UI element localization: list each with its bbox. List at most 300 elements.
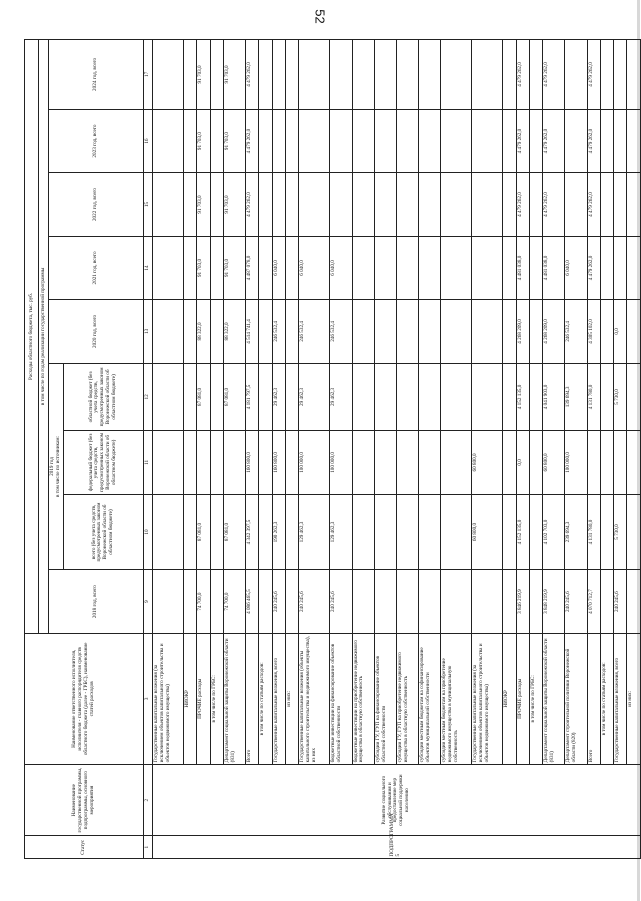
value-cell-v2020 [627, 300, 641, 363]
row-label: Государственные капитальные вложения (объекты капитального строительства и недвижимого имущества), из них [299, 633, 330, 764]
value-cell-v2020: 4 305 102,0 [587, 300, 600, 363]
table-row [396, 40, 418, 859]
value-cell-o2019 [183, 363, 196, 431]
value-cell-v2019 [285, 494, 298, 570]
column-number-row [143, 40, 152, 859]
col-number: 14 [143, 236, 152, 299]
value-cell-v2021 [627, 236, 641, 299]
col-number: 3 [143, 633, 152, 764]
value-cell-v2018 [183, 570, 196, 633]
value-cell-v2019: 60 800,0 [472, 494, 503, 570]
table-row [223, 40, 245, 859]
header-year-2019-title: 2019 год [49, 457, 55, 476]
value-cell-v2023 [503, 109, 516, 172]
value-cell-v2019: 4 102 703,0 [543, 494, 565, 570]
value-cell-v2020: 4 268 209,0 [516, 300, 529, 363]
value-cell-v2023 [259, 109, 272, 172]
table-row [183, 40, 196, 859]
value-cell-v2022 [419, 173, 441, 236]
value-cell-o2019: 87 081,0 [197, 363, 210, 431]
value-cell-v2024 [374, 40, 396, 110]
value-cell-o2019 [374, 363, 396, 431]
row-label: субсидии местным бюджетам на приобретение недвижимого имущества в муниципальную собственность [441, 633, 472, 764]
table-row [627, 40, 641, 859]
status-cell: ПОДПРОГРАММА 5 [152, 836, 640, 859]
value-cell-v2018 [441, 570, 472, 633]
value-cell-o2019: 29 462,3 [330, 363, 352, 431]
table-row [197, 40, 210, 859]
value-cell-v2021 [419, 236, 441, 299]
value-cell-v2021 [285, 236, 298, 299]
value-cell-v2023: 4 479 262,0 [516, 109, 529, 172]
header-program: Наименование государственной программы, подпрограммы, основного мероприятия [25, 764, 144, 836]
value-cell-v2023 [285, 109, 298, 172]
value-cell-f2019 [352, 431, 374, 494]
value-cell-o2019: 29 462,3 [299, 363, 330, 431]
value-cell-v2023 [183, 109, 196, 172]
row-label: Всего [246, 633, 259, 764]
table-row [352, 40, 374, 859]
col-number: 11 [143, 431, 152, 494]
value-cell-v2024: 91 703,0 [197, 40, 210, 110]
value-cell-v2022 [565, 173, 587, 236]
value-cell-v2024 [299, 40, 330, 110]
header-2019-federal: федеральный бюджет (без учета средств, предусмотренных законом Воронежской области об областном бюджете) [63, 431, 143, 494]
value-cell-v2020 [259, 300, 272, 363]
value-cell-v2024 [627, 40, 641, 110]
value-cell-v2021 [152, 236, 183, 299]
value-cell-v2023 [627, 109, 641, 172]
page-number: 52 [312, 8, 328, 24]
table-row [600, 40, 613, 859]
table-header [25, 40, 153, 859]
value-cell-o2019 [352, 363, 374, 431]
value-cell-v2019 [183, 494, 196, 570]
value-cell-o2019: 4 152 135,0 [516, 363, 529, 431]
value-cell-v2022 [503, 173, 516, 236]
value-cell-v2021 [374, 236, 396, 299]
value-cell-v2022 [627, 173, 641, 236]
value-cell-f2019: 160 800,0 [246, 431, 259, 494]
value-cell-v2021 [352, 236, 374, 299]
value-cell-v2021 [183, 236, 196, 299]
value-cell-f2019 [183, 431, 196, 494]
value-cell-v2020: 0,0 [614, 300, 627, 363]
value-cell-v2024 [352, 40, 374, 110]
header-year-2022: 2022 год, всего [49, 173, 144, 236]
table-row [259, 40, 272, 859]
value-cell-v2024 [441, 40, 472, 110]
value-cell-v2018 [396, 570, 418, 633]
value-cell-v2019 [396, 494, 418, 570]
value-cell-v2019 [259, 494, 272, 570]
table-row [272, 40, 285, 859]
value-cell-v2020 [600, 300, 613, 363]
value-cell-v2018 [210, 570, 223, 633]
row-label: бюджетные инвестиции на финансирование объектов областной собственности [330, 633, 352, 764]
col-number: 12 [143, 363, 152, 431]
value-cell-v2023: 91 703,0 [197, 109, 210, 172]
value-cell-v2018: 74 700,0 [223, 570, 245, 633]
value-cell-o2019: 139 694,3 [565, 363, 587, 431]
table-row [543, 40, 565, 859]
table-row [472, 40, 503, 859]
value-cell-v2022 [299, 173, 330, 236]
value-cell-v2022 [352, 173, 374, 236]
value-cell-v2022 [152, 173, 183, 236]
row-label: Департамент социальной защиты Воронежской области (831) [223, 633, 245, 764]
row-label: бюджетные инвестиции на приобретение недвижимого имущества в областную собственность [352, 633, 374, 764]
value-cell-v2020 [529, 300, 542, 363]
value-cell-o2019: 5 730,0 [614, 363, 627, 431]
row-label: Всего [587, 633, 600, 764]
value-cell-f2019 [587, 431, 600, 494]
value-cell-v2024: 4 479 262,0 [516, 40, 529, 110]
row-label: Государственные капитальные вложения, всего [614, 633, 627, 764]
value-cell-f2019: 60 800,0 [472, 431, 503, 494]
value-cell-v2023 [396, 109, 418, 172]
row-label: в том числе по ГРБС: [210, 633, 223, 764]
table-row [330, 40, 352, 859]
table-row [441, 40, 472, 859]
value-cell-v2024 [614, 40, 627, 110]
row-label: в том числе по ГРБС: [529, 633, 542, 764]
row-label: субсидии ГУ, ГУП на приобретение недвижимого имущества в областную собственность [396, 633, 418, 764]
value-cell-o2019 [503, 363, 516, 431]
value-cell-v2021 [472, 236, 503, 299]
value-cell-v2018 [374, 570, 396, 633]
value-cell-v2021: 6 040,0 [330, 236, 352, 299]
value-cell-v2019: 4 152 135,0 [516, 494, 529, 570]
value-cell-o2019 [210, 363, 223, 431]
value-cell-v2018 [503, 570, 516, 633]
row-label: субсидии ГУ, ГУП на финансирование объектов областной собственности [374, 633, 396, 764]
value-cell-v2018 [627, 570, 641, 633]
col-number: 9 [143, 570, 152, 633]
value-cell-v2020 [472, 300, 503, 363]
value-cell-v2023 [529, 109, 542, 172]
value-cell-f2019: 100 000,0 [299, 431, 330, 494]
table-row [565, 40, 587, 859]
value-cell-v2019: 129 462,3 [330, 494, 352, 570]
value-cell-v2018: 74 700,0 [197, 570, 210, 633]
table-row [299, 40, 330, 859]
row-label: ПРОЧИЕ расходы [197, 633, 210, 764]
table-row [285, 40, 298, 859]
value-cell-v2022 [272, 173, 285, 236]
value-cell-v2022: 4 479 262,0 [516, 173, 529, 236]
value-cell-v2021: 91 703,0 [197, 236, 210, 299]
row-label: Департамент строительной политики Воронежской области (820) [565, 633, 587, 764]
value-cell-f2019 [210, 431, 223, 494]
value-cell-v2018 [285, 570, 298, 633]
value-cell-v2019 [441, 494, 472, 570]
value-cell-o2019: 4 041 903,0 [543, 363, 565, 431]
value-cell-v2021: 4 481 038,0 [516, 236, 529, 299]
value-cell-v2022 [614, 173, 627, 236]
value-cell-f2019 [285, 431, 298, 494]
value-cell-v2024 [565, 40, 587, 110]
value-cell-v2024 [503, 40, 516, 110]
value-cell-f2019: 100 000,0 [565, 431, 587, 494]
value-cell-v2022: 4 479 262,0 [246, 173, 259, 236]
rotated-table-container [24, 39, 641, 859]
value-cell-v2023: 4 479 262,0 [543, 109, 565, 172]
value-cell-v2023: 4 479 262,0 [587, 109, 600, 172]
col-number: 1 [143, 836, 152, 859]
value-cell-v2019 [627, 494, 641, 570]
value-cell-v2018: 240 245,6 [614, 570, 627, 633]
value-cell-v2021 [614, 236, 627, 299]
header-year-2019-sub: в том числе по источникам: [54, 436, 61, 497]
value-cell-v2018: 240 245,6 [330, 570, 352, 633]
value-cell-v2023 [352, 109, 374, 172]
value-cell-v2023 [210, 109, 223, 172]
row-label: в том числе по статьям расходов: [600, 633, 613, 764]
value-cell-o2019 [441, 363, 472, 431]
value-cell-v2022: 91 703,0 [223, 173, 245, 236]
value-cell-v2022 [472, 173, 503, 236]
value-cell-f2019: 0,0 [516, 431, 529, 494]
value-cell-v2023 [600, 109, 613, 172]
value-cell-f2019 [374, 431, 396, 494]
value-cell-v2019: 5 730,0 [614, 494, 627, 570]
value-cell-v2020: 88 322,0 [223, 300, 245, 363]
value-cell-v2021 [210, 236, 223, 299]
header-year-2021: 2021 год, всего [49, 236, 144, 299]
value-cell-v2018 [600, 570, 613, 633]
value-cell-v2019 [352, 494, 374, 570]
value-cell-v2021 [259, 236, 272, 299]
header-funding-sub: в том числе по годам реализации государственной программы [39, 40, 49, 634]
table-row [587, 40, 600, 859]
value-cell-v2022 [529, 173, 542, 236]
value-cell-v2018 [472, 570, 503, 633]
value-cell-v2019: 87 081,0 [223, 494, 245, 570]
value-cell-v2023 [441, 109, 472, 172]
value-cell-v2021: 4 487 078,0 [246, 236, 259, 299]
value-cell-v2024 [330, 40, 352, 110]
value-cell-f2019 [197, 431, 210, 494]
value-cell-f2019 [503, 431, 516, 494]
value-cell-v2020: 246 532,4 [330, 300, 352, 363]
value-cell-v2020 [285, 300, 298, 363]
value-cell-v2024 [152, 40, 183, 110]
value-cell-v2021: 6 040,0 [299, 236, 330, 299]
value-cell-f2019 [600, 431, 613, 494]
value-cell-v2020: 246 532,4 [299, 300, 330, 363]
value-cell-v2023: 4 479 262,0 [246, 109, 259, 172]
value-cell-v2020: 246 532,4 [565, 300, 587, 363]
value-cell-v2023 [374, 109, 396, 172]
value-cell-v2022 [441, 173, 472, 236]
value-cell-v2024 [600, 40, 613, 110]
value-cell-v2021: 6 040,0 [272, 236, 285, 299]
value-cell-v2020: 4 268 209,0 [543, 300, 565, 363]
value-cell-v2020 [352, 300, 374, 363]
col-number: 17 [143, 40, 152, 110]
row-label: Государственные капитальные вложения (за исключением объектов капитального строительства и объектов недвижимого имущества) [472, 633, 503, 764]
value-cell-v2022 [285, 173, 298, 236]
value-cell-v2018 [352, 570, 374, 633]
value-cell-v2019 [529, 494, 542, 570]
value-cell-v2020: 4 514 741,4 [246, 300, 259, 363]
value-cell-v2019: 4 342 397,5 [246, 494, 259, 570]
table-row [210, 40, 223, 859]
value-cell-v2024 [419, 40, 441, 110]
table-row [614, 40, 627, 859]
value-cell-v2023 [299, 109, 330, 172]
table-row [516, 40, 529, 859]
value-cell-v2023 [472, 109, 503, 172]
value-cell-v2019: 239 694,3 [565, 494, 587, 570]
value-cell-v2018 [259, 570, 272, 633]
col-number: 16 [143, 109, 152, 172]
value-cell-v2024 [529, 40, 542, 110]
col-number: 15 [143, 173, 152, 236]
value-cell-o2019: 4 181 797,5 [246, 363, 259, 431]
value-cell-v2020: 246 532,4 [272, 300, 285, 363]
value-cell-f2019 [441, 431, 472, 494]
value-cell-o2019 [259, 363, 272, 431]
value-cell-v2021: 4 481 038,0 [543, 236, 565, 299]
value-cell-v2020 [374, 300, 396, 363]
header-funding-group: Расходы областного бюджета, тыс. руб. [25, 40, 39, 634]
value-cell-v2019: 190 262,3 [272, 494, 285, 570]
header-2019-regional: областной бюджет (без учета средств, предусмотренных законом Воронежской области об областном бюджете) [63, 363, 143, 431]
value-cell-v2021: 4 479 262,0 [587, 236, 600, 299]
value-cell-v2023 [272, 109, 285, 172]
value-cell-v2024 [472, 40, 503, 110]
value-cell-v2023 [419, 109, 441, 172]
value-cell-v2019 [419, 494, 441, 570]
header-2019-total: всего (без учета средств, предусмотренных законом Воронежской области об областном бюджете) [63, 494, 143, 570]
row-label: ПРОЧИЕ расходы [516, 633, 529, 764]
value-cell-v2018 [529, 570, 542, 633]
header-year-2019 [49, 363, 64, 570]
value-cell-v2024: 91 703,0 [223, 40, 245, 110]
value-cell-v2020 [503, 300, 516, 363]
table-row [374, 40, 396, 859]
row-label: НИОКР [183, 633, 196, 764]
value-cell-v2020 [396, 300, 418, 363]
value-cell-o2019 [396, 363, 418, 431]
header-responsible: Наименование ответственного исполнителя, исполнителя - главного распорядителя средств областного бюджета (далее - ГРБС), наименование статей расходов [25, 633, 144, 764]
table-row [419, 40, 441, 859]
value-cell-v2020 [183, 300, 196, 363]
value-cell-v2024: 4 479 262,0 [587, 40, 600, 110]
value-cell-v2020 [152, 300, 183, 363]
value-cell-v2024 [272, 40, 285, 110]
value-cell-v2021 [396, 236, 418, 299]
value-cell-f2019: 100 000,0 [330, 431, 352, 494]
value-cell-v2018: 240 245,6 [272, 570, 285, 633]
budget-table [24, 39, 641, 859]
value-cell-v2024 [210, 40, 223, 110]
value-cell-v2021: 91 703,0 [223, 236, 245, 299]
value-cell-v2024 [285, 40, 298, 110]
header-year-2024: 2024 год, всего [49, 40, 144, 110]
row-label: Государственные капитальные вложения (за исключением объектов капитального строительства и объектов недвижимого имущества) [152, 633, 183, 764]
value-cell-o2019: 87 081,0 [223, 363, 245, 431]
value-cell-v2018: 3 848 219,9 [543, 570, 565, 633]
value-cell-f2019 [259, 431, 272, 494]
value-cell-v2023: 91 703,0 [223, 109, 245, 172]
header-status: Статус [25, 836, 144, 859]
value-cell-v2021 [503, 236, 516, 299]
value-cell-o2019: 29 462,3 [272, 363, 285, 431]
value-cell-f2019 [152, 431, 183, 494]
value-cell-v2023 [614, 109, 627, 172]
value-cell-v2019: 4 131 780,0 [587, 494, 600, 570]
value-cell-v2019 [374, 494, 396, 570]
value-cell-v2019 [503, 494, 516, 570]
value-cell-v2024: 4 479 262,0 [543, 40, 565, 110]
row-label: из них: [627, 633, 641, 764]
table-row [246, 40, 259, 859]
value-cell-v2023 [152, 109, 183, 172]
row-label: в том числе по статьям расходов: [259, 633, 272, 764]
row-label: НИОКР [503, 633, 516, 764]
value-cell-v2022 [600, 173, 613, 236]
value-cell-v2020 [210, 300, 223, 363]
table-body [152, 40, 640, 859]
value-cell-v2021 [600, 236, 613, 299]
value-cell-o2019 [529, 363, 542, 431]
value-cell-v2022: 91 703,0 [197, 173, 210, 236]
value-cell-v2022 [210, 173, 223, 236]
header-year-2020: 2020 год, всего [49, 300, 144, 363]
value-cell-v2022 [374, 173, 396, 236]
value-cell-v2018: 3 846 219,9 [516, 570, 529, 633]
value-cell-o2019 [419, 363, 441, 431]
value-cell-v2022 [259, 173, 272, 236]
value-cell-v2019 [210, 494, 223, 570]
row-label: из них: [285, 633, 298, 764]
value-cell-f2019 [419, 431, 441, 494]
value-cell-v2019 [600, 494, 613, 570]
value-cell-f2019 [223, 431, 245, 494]
value-cell-v2022 [330, 173, 352, 236]
value-cell-f2019: 60 800,0 [543, 431, 565, 494]
value-cell-v2024 [183, 40, 196, 110]
value-cell-v2019: 129 462,3 [299, 494, 330, 570]
value-cell-v2018 [152, 570, 183, 633]
value-cell-f2019 [396, 431, 418, 494]
value-cell-v2018: 4 070 712,7 [587, 570, 600, 633]
value-cell-v2024: 4 479 262,0 [246, 40, 259, 110]
value-cell-v2020 [419, 300, 441, 363]
value-cell-v2023 [330, 109, 352, 172]
value-cell-v2022: 4 479 262,0 [543, 173, 565, 236]
row-label: Департамент социальной защиты Воронежской области (831) [543, 633, 565, 764]
value-cell-o2019 [285, 363, 298, 431]
value-cell-f2019 [627, 431, 641, 494]
value-cell-v2019: 87 081,0 [197, 494, 210, 570]
value-cell-v2018: 240 245,6 [565, 570, 587, 633]
value-cell-v2023 [565, 109, 587, 172]
value-cell-o2019 [600, 363, 613, 431]
value-cell-o2019 [627, 363, 641, 431]
value-cell-v2024 [259, 40, 272, 110]
col-number: 2 [143, 764, 152, 836]
value-cell-v2022: 4 479 262,0 [587, 173, 600, 236]
value-cell-v2022 [183, 173, 196, 236]
value-cell-v2020: 88 322,0 [197, 300, 210, 363]
value-cell-o2019 [472, 363, 503, 431]
program-cell: Развитие социального обслуживания и предоставление мер социальной поддержки населению [152, 764, 640, 836]
col-number: 13 [143, 300, 152, 363]
